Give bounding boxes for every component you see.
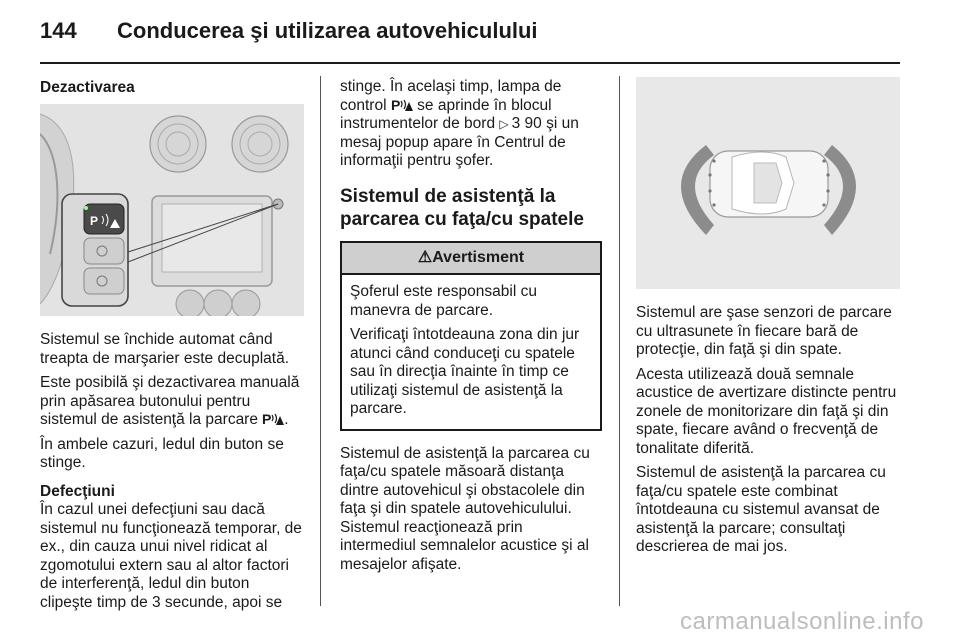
- paragraph-text: stinge. În acelaşi timp, lampa de control: [340, 78, 562, 114]
- paragraph: Sistemul se închide automat când treapta de marşarier este decuplată.: [40, 331, 289, 367]
- paragraph: [340, 78, 602, 171]
- svg-text:P: P: [262, 411, 272, 426]
- column-left-text: [40, 331, 306, 618]
- defects-heading: Defecţiuni: [40, 482, 115, 500]
- paragraph-text: se aprinde în blocul instrumentelor de bord: [340, 96, 552, 132]
- column-left: [40, 79, 306, 98]
- paragraph: În ambele cazuri, ledul din buton se stinge.: [40, 435, 284, 471]
- parking-sensor-zones-illustration: [636, 77, 900, 289]
- paragraph: Acesta utilizează două semnale acustice de avertizare distincte pentru zonele de monitorizare din faţă şi din spate, fiecare având o frecvenţă de tonalitate diferită.: [636, 365, 897, 457]
- paragraph-text: Este posibilă şi dezactivarea manuală prin apăsarea butonului pentru sistemul de asistenţă la parcare: [40, 374, 300, 428]
- warning-title: Avertisment: [432, 248, 525, 266]
- header-rule: [40, 62, 900, 64]
- warning-header: [342, 243, 600, 276]
- paragraph: Sistemul are şase senzori de parcare cu ultrasunete în fiecare bară de protecţie, din faţă şi din spate.: [636, 304, 892, 358]
- dashboard-button-illustration: [40, 104, 304, 316]
- section-heading: Sistemul de asistenţă la parcarea cu faţa/cu spatele: [340, 185, 584, 230]
- svg-text:P: P: [390, 96, 401, 112]
- warning-triangle-icon: ⚠: [417, 248, 433, 266]
- paragraph: În cazul unei defecţiuni sau dacă sistemul nu funcţionează temporar, de ex., din cauza unui nivel ridicat al zgomotului extern sau al altor factori de interferenţă, ledul din buton clipeşte timp de 3 secunde, apoi se: [40, 501, 302, 611]
- column-right: [636, 304, 902, 563]
- paragraph-text: 90 şi un mesaj popup apare în Centrul de informaţii pentru şofer.: [340, 115, 579, 169]
- warning-text: Verificaţi întotdeauna zona din jur atunci când conduceţi cu spatele sau în direcţia înainte în timp ce utilizaţi sistemul de asistenţă la parcare.: [350, 326, 580, 417]
- warning-box: [340, 241, 602, 431]
- dashboard-illustration: [40, 104, 304, 316]
- paragraph: Sistemul de asistenţă la parcarea cu faţa/cu spatele este combinat întotdeauna cu sistemul avansat de asistenţă la parcare; consultaţi descrierea de mai jos.: [636, 464, 886, 555]
- park-assist-icon: [262, 411, 284, 426]
- triangle-right-icon[interactable]: ▷: [499, 117, 509, 131]
- deactivation-heading: Dezactivarea: [40, 79, 135, 96]
- page-number: 144: [40, 18, 77, 43]
- paragraph: [40, 374, 306, 430]
- paragraph: Sistemul de asistenţă la parcarea cu faţa/cu spatele măsoară distanţa dintre autovehicul şi obstacolele din faţa şi din spatele autovehiculului. Sistemul reacţionează prin intermediul semnalelor acustice şi al mesajelor afişate.: [340, 444, 590, 573]
- page-reference[interactable]: 3: [511, 115, 521, 132]
- paragraph-text: .: [284, 411, 289, 428]
- warning-text: Şoferul este responsabil cu manevra de parcare.: [350, 283, 537, 319]
- watermark: carmanualsonline.info: [680, 608, 924, 635]
- warning-body: [342, 275, 600, 429]
- column-divider: [619, 76, 620, 606]
- column-middle: [340, 78, 602, 580]
- column-divider: [320, 76, 321, 606]
- chapter-title: Conducerea şi utilizarea autovehiculului: [117, 18, 538, 43]
- car-sensor-illustration: [636, 77, 900, 289]
- svg-text:P: P: [90, 214, 99, 228]
- park-assist-icon: [391, 97, 413, 112]
